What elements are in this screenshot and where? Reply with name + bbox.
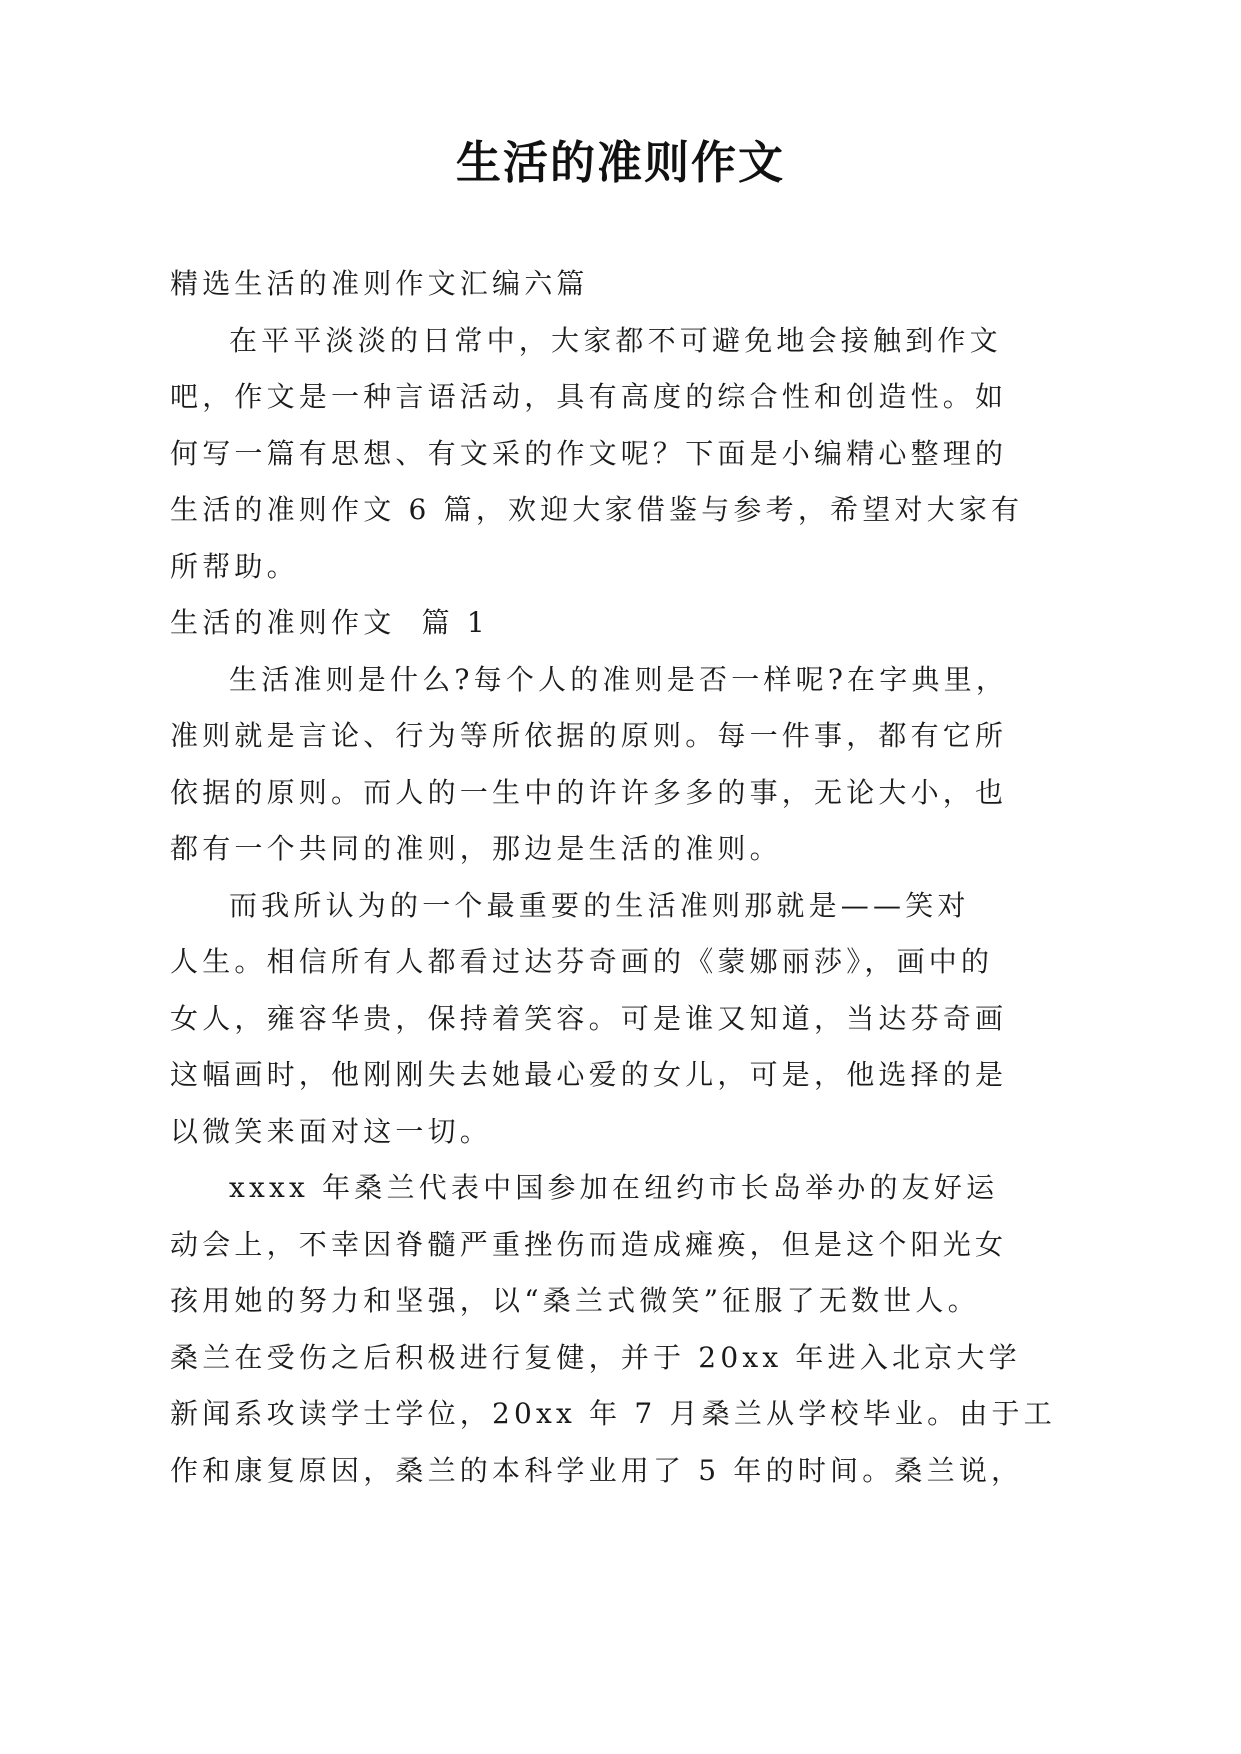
- text-line: 新闻系攻读学士学位，20xx 年 7 月桑兰从学校毕业。由于工: [170, 1397, 1056, 1430]
- text-line: 生活准则是什么?每个人的准则是否一样呢?在字典里，: [229, 662, 1009, 696]
- text-line: 以微笑来面对这一切。: [170, 1114, 493, 1148]
- text-line: 在平平淡淡的日常中，大家都不可避免地会接触到作文: [229, 323, 1002, 357]
- text-line: 都有一个共同的准则，那边是生活的准则。: [170, 832, 782, 865]
- paragraph-3: [170, 1160, 1056, 1499]
- text-line: xxxx 年桑兰代表中国参加在纽约市长岛举办的友好运: [229, 1171, 999, 1204]
- text-line: 所帮助。: [170, 549, 299, 583]
- text-line: 作和康复原因，桑兰的本科学业用了 5 年的时间。桑兰说，: [170, 1453, 1024, 1487]
- text-line: 准则就是言论、行为等所依据的原则。每一件事，都有它所: [170, 719, 1008, 752]
- document-title: 生活的准则作文: [455, 136, 785, 189]
- text-line: 何写一篇有思想、有文采的作文呢？下面是小编精心整理的: [170, 436, 1008, 470]
- intro-paragraph: [170, 313, 1024, 596]
- paragraph-2: [170, 878, 1008, 1161]
- text-line: 孩用她的努力和坚强，以“桑兰式微笑”征服了无数世人。: [170, 1284, 980, 1317]
- text-line: 吧，作文是一种言语活动，具有高度的综合性和创造性。如: [170, 380, 1008, 413]
- text-line: 女人，雍容华贵，保持着笑容。可是谁又知道，当达芬奇画: [170, 1001, 1008, 1035]
- text-line: 人生。相信所有人都看过达芬奇画的《蒙娜丽莎》，画中的: [170, 945, 994, 978]
- document-subtitle: 精选生活的准则作文汇编六篇: [170, 267, 589, 300]
- section-heading: 生活的准则作文 篇 1: [170, 606, 489, 639]
- text-line: 依据的原则。而人的一生中的许许多多的事，无论大小，也: [170, 775, 1008, 809]
- text-line: 动会上，不幸因脊髓严重挫伤而造成瘫痪，但是这个阳光女: [170, 1227, 1008, 1261]
- text-line: 这幅画时，他刚刚失去她最心爱的女儿，可是，他选择的是: [170, 1058, 1008, 1091]
- paragraph-1: [170, 652, 1009, 878]
- text-line: 生活的准则作文 6 篇，欢迎大家借鉴与参考，希望对大家有: [170, 493, 1024, 526]
- text-line: 桑兰在受伤之后积极进行复健，并于 20xx 年进入北京大学: [170, 1340, 1021, 1374]
- text-line: 而我所认为的一个最重要的生活准则那就是——笑对: [229, 888, 970, 922]
- document-body: [170, 256, 1056, 1499]
